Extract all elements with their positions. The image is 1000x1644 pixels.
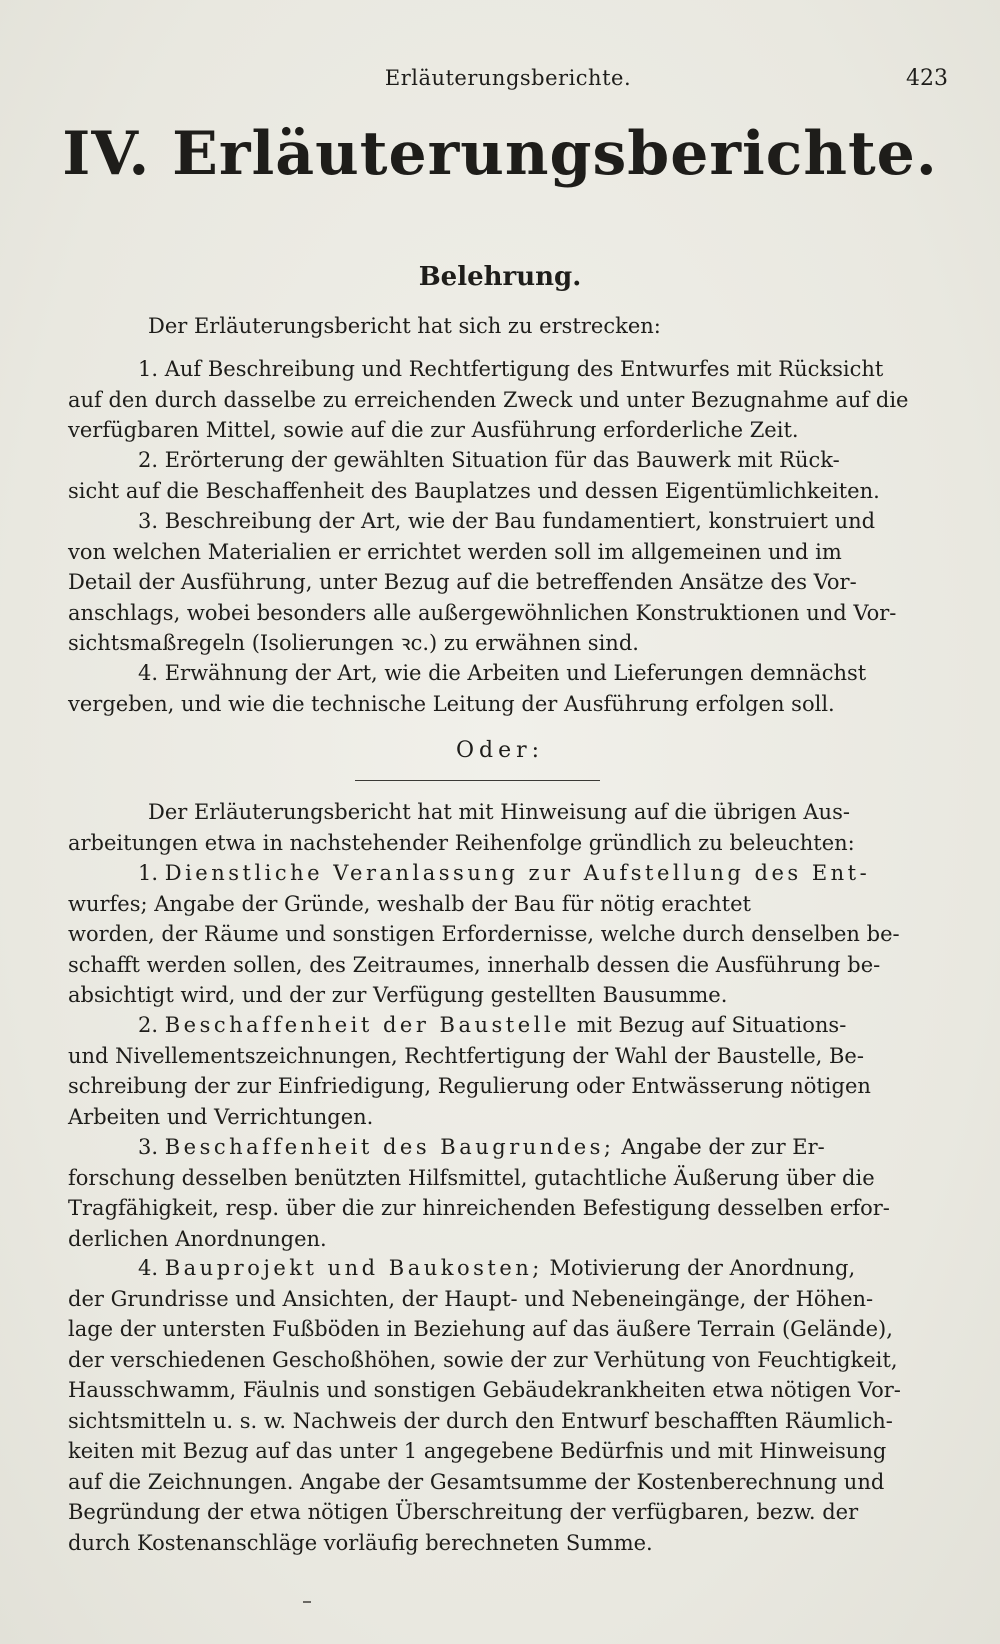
- item-heading: Beschaffenheit des Baugrundes;: [164, 1135, 615, 1159]
- text-line: [68, 1132, 940, 1163]
- intro2-paragraph: [68, 797, 940, 858]
- print-mark: [303, 1601, 311, 1603]
- text-line: verfügbaren Mittel, sowie auf die zur Ausführung erforderliche Zeit.: [68, 418, 799, 442]
- running-head: Erläuterungsberichte.: [384, 66, 632, 90]
- text-line: wurfes; Angabe der Gründe, weshalb der Bau für nötig erachtet: [68, 891, 751, 916]
- text-line: 4. Erwähnung der Art, wie die Arbeiten und Lieferungen demnächst: [138, 661, 867, 685]
- item-heading-rest: mit Bezug auf Situations-: [570, 1013, 847, 1037]
- text-line: und Nivellementszeichnungen, Rechtfertigung der Wahl der Baustelle, Be-: [68, 1043, 864, 1068]
- text-line: absichtigt wird, und der zur Verfügung gestellten Bausumme.: [68, 983, 728, 1007]
- text-line: Tragfähigkeit, resp. über die zur hinreichenden Befestigung desselben erfor-: [68, 1196, 890, 1220]
- list-item-a4: [68, 658, 940, 719]
- list-item-b2: [68, 1010, 940, 1132]
- item-number: 4.: [138, 1256, 159, 1280]
- text-line: der Grundrisse und Ansichten, der Haupt- und Nebeneingänge, der Höhen-: [68, 1286, 874, 1311]
- list-item-b1: [68, 858, 940, 1011]
- text-line: durch Kostenanschläge vorläufig berechneten Summe.: [68, 1530, 653, 1555]
- text-line: [68, 1253, 940, 1284]
- item-heading: Beschaffenheit der Baustelle: [164, 1013, 571, 1037]
- text-line: lage der untersten Fußböden in Beziehung auf das äußere Terrain (Gelände),: [68, 1317, 893, 1341]
- text-line: [68, 858, 940, 889]
- text-line: Begründung der etwa nötigen Überschreitung der verfügbaren, bezw. der: [68, 1500, 859, 1524]
- text-line: schreibung der zur Einfriedigung, Regulierung oder Entwässerung nötigen: [68, 1074, 871, 1098]
- item-heading: Bauprojekt und Baukosten;: [164, 1256, 543, 1280]
- divider-rule: [355, 780, 600, 781]
- page-number: 423: [906, 66, 948, 91]
- item-number: 2.: [138, 1013, 159, 1037]
- page-header: [68, 66, 948, 106]
- text-line: auf die Zeichnungen. Angabe der Gesamtsumme der Kostenberechnung und: [68, 1469, 885, 1494]
- item-number: 1.: [138, 861, 159, 885]
- text-line: keiten mit Bezug auf das unter 1 angegebene Bedürfnis und mit Hinweisung: [68, 1439, 887, 1463]
- text-line: [68, 1010, 940, 1041]
- text-line: Arbeiten und Verrichtungen.: [68, 1104, 374, 1129]
- item-number: 3.: [138, 1135, 159, 1159]
- text-line: Hausschwamm, Fäulnis und sonstigen Gebäudekrankheiten etwa nötigen Vor-: [68, 1378, 901, 1402]
- list-item-a1: [68, 354, 940, 446]
- text-line: von welchen Materialien er errichtet werden soll im allgemeinen und im: [68, 539, 842, 564]
- text-line: sichtsmitteln u. s. w. Nachweis der durch den Entwurf beschafften Räumlich-: [68, 1408, 893, 1433]
- text-line: der verschiedenen Geschoßhöhen, sowie der zur Verhütung von Feuchtigkeit,: [68, 1347, 898, 1372]
- text-line: 1. Auf Beschreibung und Rechtfertigung des Entwurfes mit Rücksicht: [138, 357, 884, 381]
- list-item-b3: [68, 1132, 940, 1254]
- item-heading-rest: Motivierung der Anordnung,: [542, 1256, 856, 1280]
- item-heading: Dienstliche Veranlassung zur Aufstellung des Ent-: [164, 861, 871, 885]
- list-item-a3: [68, 506, 940, 659]
- text-line: Detail der Ausführung, unter Bezug auf die betreffenden Ansätze des Vor-: [68, 570, 857, 594]
- text-line: Der Erläuterungsbericht hat mit Hinweisung auf die übrigen Aus-: [148, 800, 850, 824]
- text-line: sichtsmaßregeln (Isolierungen ꝛc.) zu erwähnen sind.: [68, 631, 639, 655]
- list-item-a2: [68, 445, 940, 506]
- text-line: 2. Erörterung der gewählten Situation für das Bauwerk mit Rück-: [138, 448, 840, 472]
- text-line: sicht auf die Beschaffenheit des Bauplatzes und dessen Eigentümlichkeiten.: [68, 478, 880, 503]
- chapter-title: IV. Erläuterungsberichte.: [62, 119, 938, 189]
- text-line: auf den durch dasselbe zu erreichenden Zweck und unter Bezugnahme auf die: [68, 387, 909, 412]
- item-heading-rest: Angabe der zur Er-: [614, 1135, 825, 1159]
- section-subtitle: Belehrung.: [418, 262, 582, 292]
- text-line: forschung desselben benützten Hilfsmittel, gutachtliche Äußerung über die: [68, 1165, 875, 1190]
- list-item-b4: [68, 1253, 940, 1558]
- text-line: schafft werden sollen, des Zeitraumes, innerhalb dessen die Ausführung be-: [68, 952, 881, 977]
- text-line: worden, der Räume und sonstigen Erfordernisse, welche durch denselben be-: [68, 922, 900, 946]
- intro-paragraph: Der Erläuterungsbericht hat sich zu erstrecken:: [148, 314, 661, 338]
- text-line: vergeben, und wie die technische Leitung der Ausführung erfolgen soll.: [68, 691, 835, 716]
- text-line: derlichen Anordnungen.: [68, 1226, 327, 1251]
- text-line: arbeitungen etwa in nachstehender Reihenfolge gründlich zu beleuchten:: [68, 830, 855, 855]
- text-line: 3. Beschreibung der Art, wie der Bau fundamentiert, konstruiert und: [138, 509, 876, 533]
- oder-heading: Oder:: [455, 738, 545, 763]
- text-line: anschlags, wobei besonders alle außergewöhnlichen Konstruktionen und Vor-: [68, 600, 897, 625]
